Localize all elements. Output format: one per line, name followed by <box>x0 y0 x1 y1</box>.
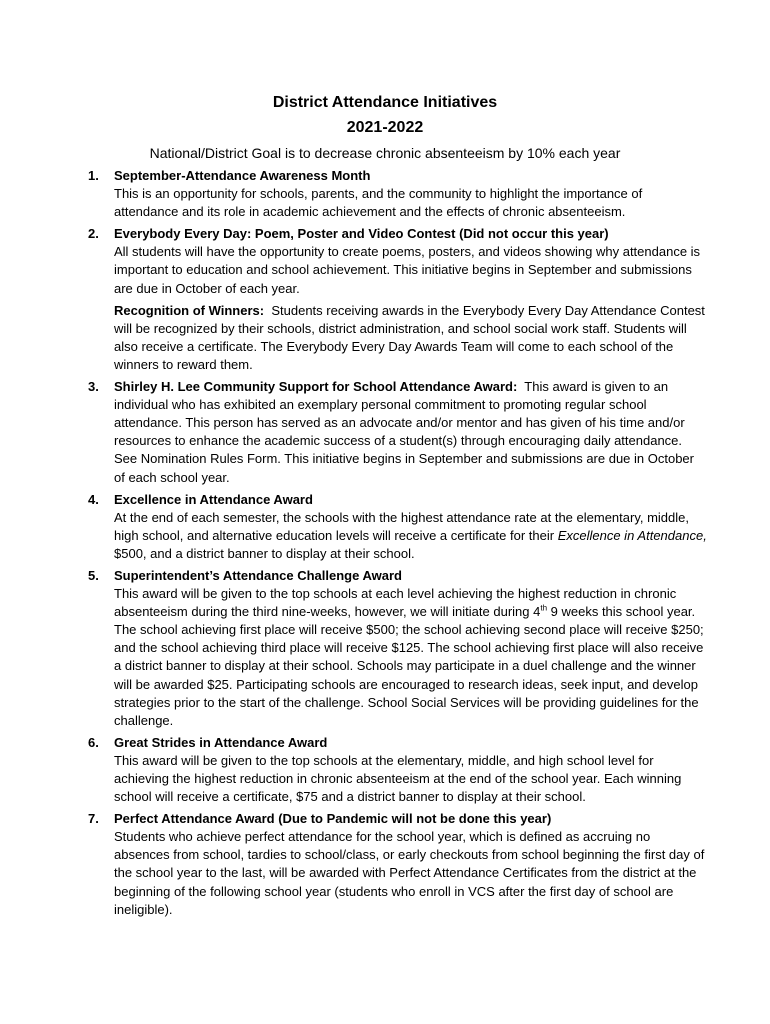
item-heading: Excellence in Attendance Award <box>114 491 313 507</box>
initiatives-list <box>88 167 708 923</box>
item-heading: Perfect Attendance Award (Due to Pandemic will not be done this year) <box>114 811 552 827</box>
item-heading: Great Strides in Attendance Award <box>114 734 328 750</box>
list-item <box>88 167 708 221</box>
item-body <box>114 509 708 563</box>
item-body-text: At the end of each semester, the schools with the highest attendance rate at the elementary, middle, high school, and alternative education levels will receive a certificate for their <box>114 509 689 543</box>
item-number: 2. <box>88 226 99 242</box>
item-body: All students will have the opportunity to create poems, posters, and videos showing why attendance is important to education and school achievement. This initiative begins in September and submissions are due in October of each year. <box>114 244 701 296</box>
item-number: 5. <box>88 567 99 583</box>
list-item <box>88 567 708 730</box>
item-body-italic: Excellence in Attendance, <box>557 527 707 543</box>
item-number: 6. <box>88 734 99 750</box>
item-heading: Shirley H. Lee Community Support for School Attendance Award: <box>114 379 518 395</box>
list-item <box>88 491 708 563</box>
list-item <box>88 810 708 919</box>
recognition-body: Students receiving awards in the Everybody Every Day Attendance Contest will be recognized by their schools, district administration, and school social work staff. Students will also receive a certificate. The Everybody Every Day Awards Team will come to each school of the winners to reward them. <box>114 302 705 372</box>
item-number: 4. <box>88 491 99 507</box>
item-body: This award will be given to the top schools at the elementary, middle, and high school level for achieving the highest reduction in chronic absenteeism at the end of the school year. Each winning school will receive a certificate, $75 and a district banner to display at their school. <box>114 752 682 805</box>
recognition-paragraph <box>114 302 708 374</box>
item-number: 7. <box>88 811 99 827</box>
item-number: 3. <box>88 379 99 395</box>
item-body-text: 9 weeks this school year. The school achieving first place will receive $500; the school achieving second place will receive $250; and the school achieving third place will receive $125. The school achieving first place will also receive a district banner to display at their school. Schools may participate in a duel challenge and the winner will be awarded $25. Participating schools are encouraged to research ideas, seek input, and develop strategies prior to the start of the challenge. School Social Services will be providing guidelines for the challenge. <box>114 604 704 728</box>
item-body: This award is given to an individual who has exhibited an exemplary personal commitment to promoting regular school attendance. This person has served as an advocate and/or mentor and has given of his time and/or resources to enhance the academic success of a student(s) through encouraging daily attendance. See Nomination Rules Form. This initiative begins in September and submissions are due in October of each school year. <box>114 379 694 485</box>
item-heading: Everybody Every Day: Poem, Poster and Video Contest (Did not occur this year) <box>114 226 609 242</box>
item-body <box>114 585 708 730</box>
item-paragraph <box>114 378 708 487</box>
item-body-text: This award will be given to the top schools at each level achieving the highest reduction in chronic absenteeism during the third nine-weeks, however, we will initiate during 4 <box>114 586 677 620</box>
document-year: 2021-2022 <box>346 119 424 136</box>
item-body: Students who achieve perfect attendance for the school year, which is defined as accruing no absences from school, tardies to school/class, or early checkouts from school beginning the first day of the school year to the last, will be awarded with Perfect Attendance Certificates from the district at the beginning of the following school year (students who enroll in VCS after the first day of school are ineligible). <box>114 829 705 917</box>
item-number: 1. <box>88 168 99 183</box>
ordinal-suffix: th <box>540 603 548 613</box>
item-body: This is an opportunity for schools, parents, and the community to highlight the importance of attendance and its role in academic achievement and the effects of chronic absenteeism. <box>114 186 643 220</box>
goal-statement: National/District Goal is to decrease chronic absenteeism by 10% each year <box>149 145 621 161</box>
list-item <box>88 378 708 487</box>
list-item <box>88 225 708 374</box>
document-title: District Attendance Initiatives <box>272 94 498 111</box>
item-heading: September-Attendance Awareness Month <box>114 168 371 183</box>
recognition-label: Recognition of Winners: <box>114 302 265 318</box>
item-body-text: $500, and a district banner to display at their school. <box>114 545 415 561</box>
item-heading: Superintendent’s Attendance Challenge Award <box>114 567 402 583</box>
list-item <box>88 734 708 806</box>
